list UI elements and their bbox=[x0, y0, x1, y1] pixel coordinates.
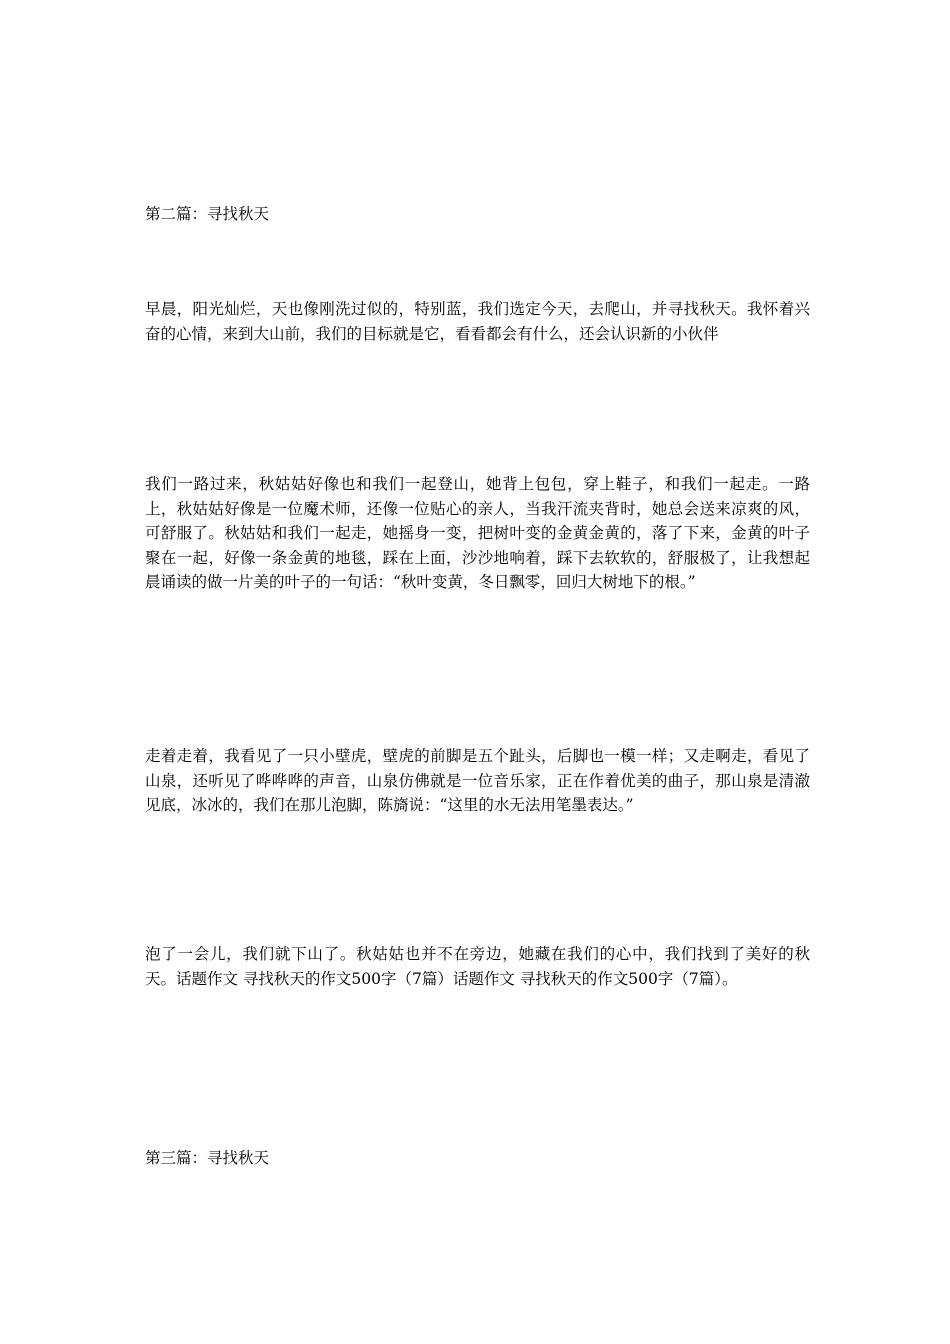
paragraph-3: 走着走着，我看见了一只小壁虎，壁虎的前脚是五个趾头，后脚也一模一样；又走啊走，看见了山泉，还听见了哗哗哗的声音，山泉仿佛就是一位音乐家，正在作着优美的曲子，那山泉是清澈见底，冰冰的，我们在那儿泡脚，陈旖说：“这里的水无法用笔墨表达。” bbox=[145, 747, 810, 814]
paragraph-2: 我们一路过来，秋姑姑好像也和我们一起登山，她背上包包，穿上鞋子，和我们一起走。一路上，秋姑姑好像是一位魔术师，还像一位贴心的亲人，当我汗流夹背时，她总会送来凉爽的风，可舒服了。秋姑姑和我们一起走，她摇身一变，把树叶变的金黄金黄的，落了下来，金黄的叶子聚在一起，好像一条金黄的地毯，踩在上面，沙沙地响着，踩下去软软的，舒服极了，让我想起晨诵读的做一片美的叶子的一句话：“秋叶变黄，冬日飘零，回归大树地下的根。” bbox=[145, 475, 810, 591]
section-heading-3: 第三篇：寻找秋天 bbox=[145, 1149, 270, 1167]
paragraph-1: 早晨，阳光灿烂，天也像刚洗过似的，特别蓝，我们选定今天，去爬山，并寻找秋天。我怀着兴奋的心情，来到大山前，我们的目标就是它，看看都会有什么，还会认识新的小伙伴 bbox=[145, 300, 810, 343]
section-heading-2: 第二篇：寻找秋天 bbox=[145, 205, 270, 223]
paragraph-4: 泡了一会儿，我们就下山了。秋姑姑也并不在旁边，她藏在我们的心中，我们找到了美好的秋天。话题作文 寻找秋天的作文500字（7篇）话题作文 寻找秋天的作文500字（7篇）。 bbox=[145, 945, 810, 988]
